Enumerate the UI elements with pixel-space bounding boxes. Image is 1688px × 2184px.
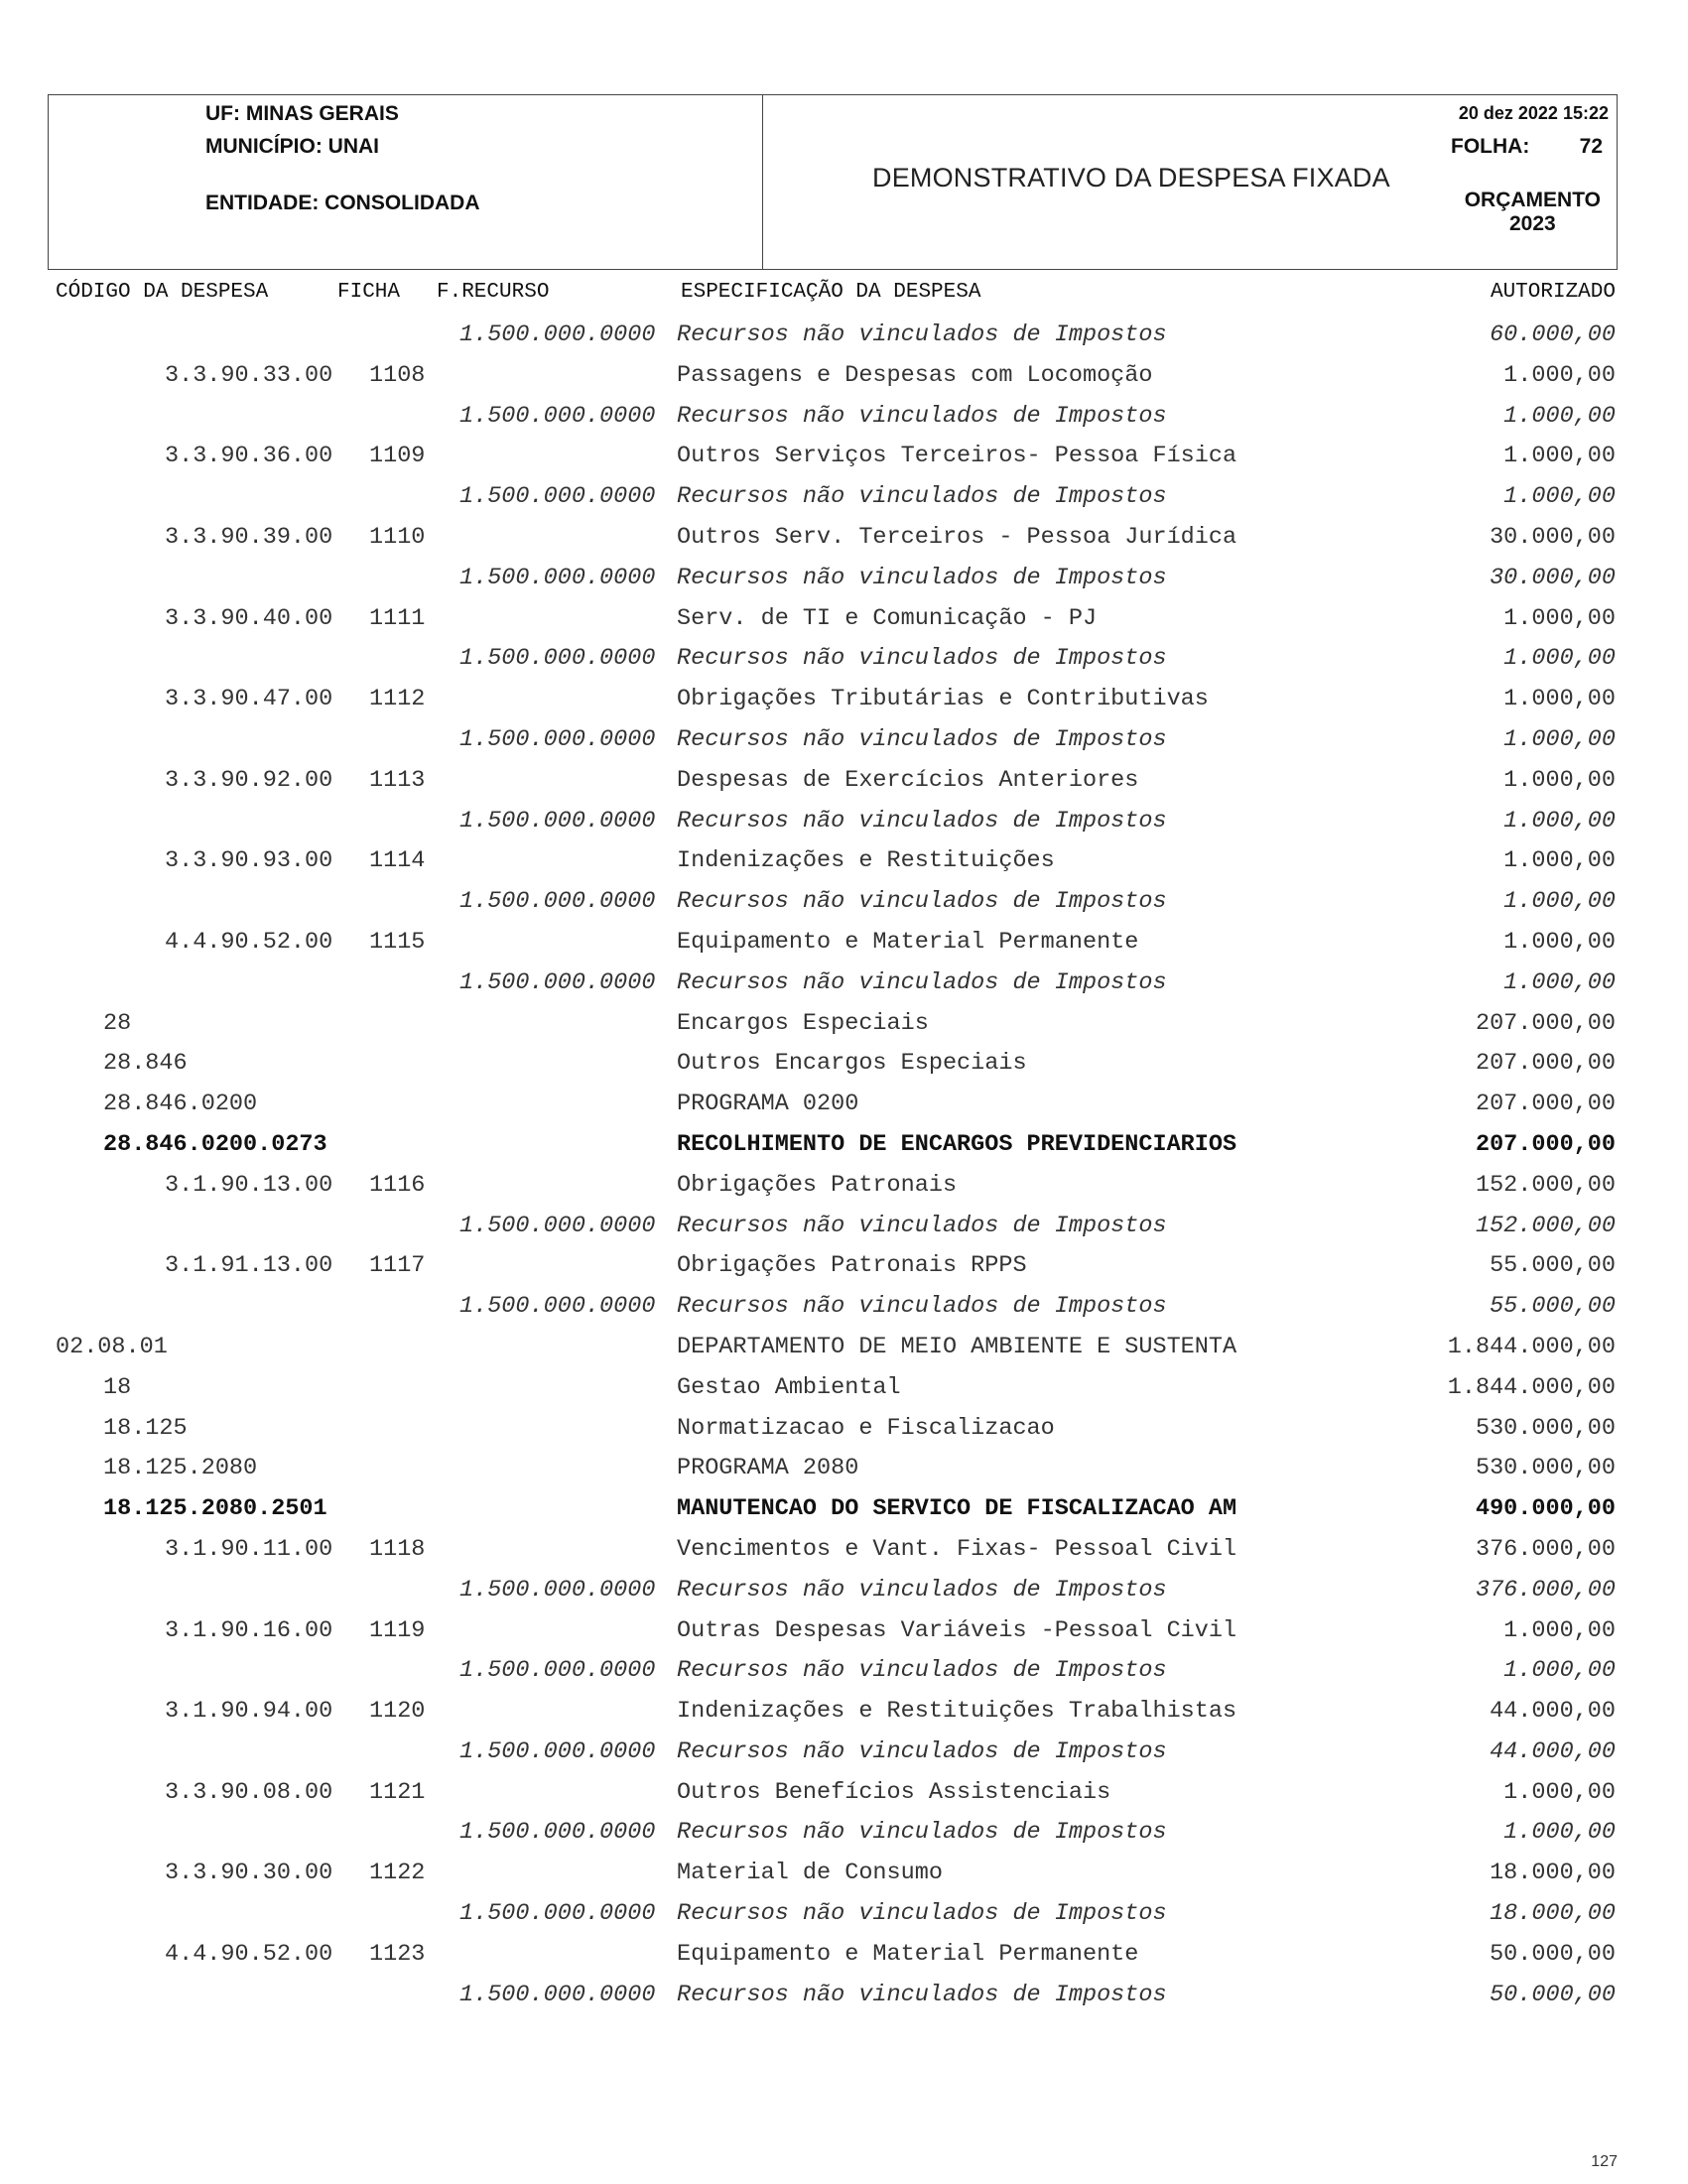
authorized-value: 530.000,00 — [1475, 1414, 1616, 1442]
expense-description: Recursos não vinculados de Impostos — [677, 1900, 1167, 1928]
authorized-value: 1.000,00 — [1503, 1819, 1616, 1847]
ficha-number: 1123 — [369, 1940, 426, 1968]
expense-row — [0, 1615, 1688, 1656]
fonte-recurso: 1.500.000.0000 — [459, 1819, 656, 1847]
expense-code: 3.3.90.36.00 — [165, 443, 333, 470]
expense-code: 3.3.90.30.00 — [165, 1860, 333, 1887]
fonte-recurso-row — [0, 563, 1688, 603]
expense-description: Outros Benefícios Assistenciais — [677, 1778, 1111, 1806]
authorized-value: 55.000,00 — [1490, 1293, 1616, 1321]
expense-code: 3.3.90.47.00 — [165, 686, 333, 713]
authorized-value: 30.000,00 — [1490, 523, 1616, 551]
ficha-number: 1120 — [369, 1698, 426, 1726]
authorized-value: 152.000,00 — [1475, 1212, 1616, 1239]
fonte-recurso-row — [0, 481, 1688, 522]
authorized-value: 1.000,00 — [1503, 807, 1616, 835]
expense-description: MANUTENCAO DO SERVICO DE FISCALIZACAO AM — [677, 1495, 1237, 1523]
expense-row — [0, 603, 1688, 644]
expense-row — [0, 1129, 1688, 1170]
authorized-value: 376.000,00 — [1475, 1535, 1616, 1563]
fonte-recurso-row — [0, 1655, 1688, 1696]
expense-code: 3.1.91.13.00 — [165, 1252, 333, 1280]
fonte-recurso: 1.500.000.0000 — [459, 1900, 656, 1928]
authorized-value: 207.000,00 — [1475, 1050, 1616, 1078]
expense-description: PROGRAMA 0200 — [677, 1091, 859, 1118]
fonte-recurso-row — [0, 806, 1688, 846]
authorized-value: 1.000,00 — [1503, 645, 1616, 673]
fonte-recurso-row — [0, 401, 1688, 442]
report-title: DEMONSTRATIVO DA DESPESA FIXADA — [872, 163, 1390, 193]
authorized-value: 1.000,00 — [1503, 443, 1616, 470]
expense-description: Recursos não vinculados de Impostos — [677, 968, 1167, 996]
fonte-recurso-row — [0, 1980, 1688, 2020]
fonte-recurso: 1.500.000.0000 — [459, 1212, 656, 1239]
authorized-value: 1.000,00 — [1503, 847, 1616, 875]
fonte-recurso: 1.500.000.0000 — [459, 968, 656, 996]
expense-row — [0, 1250, 1688, 1291]
authorized-value: 207.000,00 — [1475, 1130, 1616, 1158]
expense-row — [0, 765, 1688, 806]
page-number: 127 — [1591, 2153, 1618, 2170]
fonte-recurso: 1.500.000.0000 — [459, 483, 656, 511]
expense-code: 18.125 — [103, 1414, 188, 1442]
fonte-recurso-row — [0, 1736, 1688, 1777]
authorized-value: 1.000,00 — [1503, 725, 1616, 753]
expense-row — [0, 1534, 1688, 1575]
uf-label: UF: MINAS GERAIS — [205, 102, 399, 125]
authorized-value: 1.000,00 — [1503, 1657, 1616, 1685]
expense-row — [0, 1372, 1688, 1413]
expense-row — [0, 1493, 1688, 1534]
expense-description: Recursos não vinculados de Impostos — [677, 1981, 1167, 2008]
expense-description: Recursos não vinculados de Impostos — [677, 645, 1167, 673]
expense-code: 3.1.90.94.00 — [165, 1698, 333, 1726]
expense-code: 02.08.01 — [56, 1333, 168, 1360]
expense-description: Outras Despesas Variáveis -Pessoal Civil — [677, 1616, 1237, 1644]
fonte-recurso-row — [0, 967, 1688, 1008]
expense-description: Normatizacao e Fiscalizacao — [677, 1414, 1055, 1442]
expense-description: DEPARTAMENTO DE MEIO AMBIENTE E SUSTENTA — [677, 1333, 1237, 1360]
entidade-label: ENTIDADE: CONSOLIDADA — [205, 192, 480, 214]
expense-row — [0, 522, 1688, 563]
expense-row — [0, 1777, 1688, 1818]
expense-description: Recursos não vinculados de Impostos — [677, 483, 1167, 511]
expense-code: 18.125.2080 — [103, 1455, 258, 1482]
authorized-value: 1.000,00 — [1503, 968, 1616, 996]
authorized-value: 1.000,00 — [1503, 604, 1616, 632]
fonte-recurso: 1.500.000.0000 — [459, 645, 656, 673]
expense-row — [0, 1008, 1688, 1049]
fonte-recurso: 1.500.000.0000 — [459, 888, 656, 916]
expense-row — [0, 1696, 1688, 1736]
fonte-recurso-row — [0, 1575, 1688, 1615]
authorized-value: 50.000,00 — [1490, 1940, 1616, 1968]
column-header-codigo: CÓDIGO DA DESPESA — [56, 281, 269, 304]
column-header-especificacao: ESPECIFICAÇÃO DA DESPESA — [681, 281, 981, 304]
ficha-number: 1109 — [369, 443, 426, 470]
orcamento-year: 2023 — [1509, 212, 1556, 235]
expense-description: Indenizações e Restituições — [677, 847, 1055, 875]
expense-description: Recursos não vinculados de Impostos — [677, 1657, 1167, 1685]
fonte-recurso: 1.500.000.0000 — [459, 402, 656, 430]
fonte-recurso: 1.500.000.0000 — [459, 564, 656, 591]
report-datetime: 20 dez 2022 15:22 — [1458, 103, 1609, 123]
expense-code: 28 — [103, 1009, 132, 1037]
municipio-label: MUNICÍPIO: UNAI — [205, 135, 379, 158]
orcamento-label: ORÇAMENTO — [1464, 189, 1601, 211]
authorized-value: 18.000,00 — [1490, 1900, 1616, 1928]
ficha-number: 1117 — [369, 1252, 426, 1280]
expense-description: Obrigações Tributárias e Contributivas — [677, 686, 1209, 713]
expense-row — [0, 441, 1688, 481]
expense-description: Recursos não vinculados de Impostos — [677, 1293, 1167, 1321]
expense-description: Recursos não vinculados de Impostos — [677, 807, 1167, 835]
authorized-value: 490.000,00 — [1475, 1495, 1616, 1523]
expense-description: Material de Consumo — [677, 1860, 943, 1887]
expense-code: 3.3.90.39.00 — [165, 523, 333, 551]
expense-description: RECOLHIMENTO DE ENCARGOS PREVIDENCIARIOS — [677, 1130, 1237, 1158]
expense-code: 4.4.90.52.00 — [165, 928, 333, 956]
expense-description: Outros Serviços Terceiros- Pessoa Física — [677, 443, 1237, 470]
fonte-recurso: 1.500.000.0000 — [459, 1657, 656, 1685]
ficha-number: 1119 — [369, 1616, 426, 1644]
authorized-value: 376.000,00 — [1475, 1576, 1616, 1604]
fonte-recurso: 1.500.000.0000 — [459, 1293, 656, 1321]
expense-row — [0, 1170, 1688, 1211]
fonte-recurso-row — [0, 1817, 1688, 1858]
authorized-value: 1.000,00 — [1503, 766, 1616, 794]
expense-description: Serv. de TI e Comunicação - PJ — [677, 604, 1098, 632]
fonte-recurso: 1.500.000.0000 — [459, 1981, 656, 2008]
expense-description: Recursos não vinculados de Impostos — [677, 402, 1167, 430]
expense-row — [0, 845, 1688, 886]
expense-description: Equipamento e Material Permanente — [677, 928, 1139, 956]
authorized-value: 1.844.000,00 — [1447, 1373, 1616, 1401]
expense-row — [0, 1332, 1688, 1372]
expense-code: 4.4.90.52.00 — [165, 1940, 333, 1968]
fonte-recurso-row — [0, 1211, 1688, 1251]
fonte-recurso-row — [0, 724, 1688, 765]
expense-row — [0, 684, 1688, 724]
ficha-number: 1122 — [369, 1860, 426, 1887]
fonte-recurso-row — [0, 320, 1688, 360]
fonte-recurso: 1.500.000.0000 — [459, 725, 656, 753]
report-header — [48, 94, 1618, 270]
ficha-number: 1114 — [369, 847, 426, 875]
authorized-value: 1.000,00 — [1503, 361, 1616, 389]
expense-description: Recursos não vinculados de Impostos — [677, 1576, 1167, 1604]
expense-row — [0, 927, 1688, 967]
authorized-value: 1.000,00 — [1503, 402, 1616, 430]
authorized-value: 1.000,00 — [1503, 686, 1616, 713]
expense-description: Despesas de Exercícios Anteriores — [677, 766, 1139, 794]
expense-description: Obrigações Patronais RPPS — [677, 1252, 1027, 1280]
expense-description: Indenizações e Restituições Trabalhistas — [677, 1698, 1237, 1726]
expense-description: Recursos não vinculados de Impostos — [677, 1212, 1167, 1239]
folha-label: FOLHA: — [1451, 135, 1530, 158]
ficha-number: 1108 — [369, 361, 426, 389]
expense-code: 28.846 — [103, 1050, 188, 1078]
fonte-recurso-row — [0, 886, 1688, 927]
expense-code: 3.1.90.16.00 — [165, 1616, 333, 1644]
authorized-value: 30.000,00 — [1490, 564, 1616, 591]
ficha-number: 1118 — [369, 1535, 426, 1563]
ficha-number: 1121 — [369, 1778, 426, 1806]
fonte-recurso-row — [0, 1291, 1688, 1332]
expense-code: 3.3.90.93.00 — [165, 847, 333, 875]
authorized-value: 50.000,00 — [1490, 1981, 1616, 2008]
expense-description: Vencimentos e Vant. Fixas- Pessoal Civil — [677, 1535, 1237, 1563]
column-header-ficha: FICHA — [337, 281, 401, 304]
expense-description: Recursos não vinculados de Impostos — [677, 1737, 1167, 1765]
authorized-value: 1.000,00 — [1503, 1616, 1616, 1644]
authorized-value: 207.000,00 — [1475, 1009, 1616, 1037]
expense-description: Passagens e Despesas com Locomoção — [677, 361, 1153, 389]
expense-code: 3.3.90.92.00 — [165, 766, 333, 794]
expense-row — [0, 1048, 1688, 1089]
expense-row — [0, 1939, 1688, 1980]
ficha-number: 1111 — [369, 604, 426, 632]
expense-code: 3.1.90.13.00 — [165, 1171, 333, 1199]
authorized-value: 55.000,00 — [1490, 1252, 1616, 1280]
expense-code: 3.3.90.08.00 — [165, 1778, 333, 1806]
orcamento-block — [1465, 189, 1601, 236]
folha-number: 72 — [1579, 135, 1603, 158]
expense-description: Encargos Especiais — [677, 1009, 929, 1037]
authorized-value: 530.000,00 — [1475, 1455, 1616, 1482]
expense-description: Recursos não vinculados de Impostos — [677, 564, 1167, 591]
header-divider — [762, 95, 763, 269]
fonte-recurso-row — [0, 1898, 1688, 1939]
column-header-recurso: F.RECURSO — [437, 281, 550, 304]
ficha-number: 1113 — [369, 766, 426, 794]
authorized-value: 152.000,00 — [1475, 1171, 1616, 1199]
expense-description: Equipamento e Material Permanente — [677, 1940, 1139, 1968]
expense-code: 28.846.0200 — [103, 1091, 258, 1118]
fonte-recurso-row — [0, 643, 1688, 684]
expense-description: Gestao Ambiental — [677, 1373, 901, 1401]
authorized-value: 1.000,00 — [1503, 928, 1616, 956]
expense-row — [0, 360, 1688, 401]
ficha-number: 1112 — [369, 686, 426, 713]
authorized-value: 60.000,00 — [1490, 321, 1616, 348]
expense-code: 18.125.2080.2501 — [103, 1495, 327, 1523]
authorized-value: 44.000,00 — [1490, 1698, 1616, 1726]
authorized-value: 1.000,00 — [1503, 1778, 1616, 1806]
expense-code: 18 — [103, 1373, 132, 1401]
column-header-autorizado: AUTORIZADO — [1490, 281, 1616, 304]
fonte-recurso: 1.500.000.0000 — [459, 1576, 656, 1604]
fonte-recurso: 1.500.000.0000 — [459, 321, 656, 348]
expense-row — [0, 1453, 1688, 1493]
authorized-value: 1.000,00 — [1503, 483, 1616, 511]
fonte-recurso: 1.500.000.0000 — [459, 807, 656, 835]
expense-description: Outros Encargos Especiais — [677, 1050, 1027, 1078]
expense-code: 3.1.90.11.00 — [165, 1535, 333, 1563]
authorized-value: 1.000,00 — [1503, 888, 1616, 916]
ficha-number: 1110 — [369, 523, 426, 551]
fonte-recurso: 1.500.000.0000 — [459, 1737, 656, 1765]
expense-description: Recursos não vinculados de Impostos — [677, 321, 1167, 348]
expense-row — [0, 1858, 1688, 1898]
ficha-number: 1115 — [369, 928, 426, 956]
expense-description: PROGRAMA 2080 — [677, 1455, 859, 1482]
authorized-value: 44.000,00 — [1490, 1737, 1616, 1765]
expense-description: Obrigações Patronais — [677, 1171, 958, 1199]
expense-code: 3.3.90.33.00 — [165, 361, 333, 389]
expense-row — [0, 1413, 1688, 1454]
expense-code: 3.3.90.40.00 — [165, 604, 333, 632]
expense-row — [0, 1089, 1688, 1129]
authorized-value: 18.000,00 — [1490, 1860, 1616, 1887]
expense-description: Recursos não vinculados de Impostos — [677, 725, 1167, 753]
expense-code: 28.846.0200.0273 — [103, 1130, 327, 1158]
expense-description: Recursos não vinculados de Impostos — [677, 1819, 1167, 1847]
expense-table — [0, 320, 1688, 2019]
expense-description: Recursos não vinculados de Impostos — [677, 888, 1167, 916]
authorized-value: 207.000,00 — [1475, 1091, 1616, 1118]
authorized-value: 1.844.000,00 — [1447, 1333, 1616, 1360]
ficha-number: 1116 — [369, 1171, 426, 1199]
expense-description: Outros Serv. Terceiros - Pessoa Jurídica — [677, 523, 1237, 551]
